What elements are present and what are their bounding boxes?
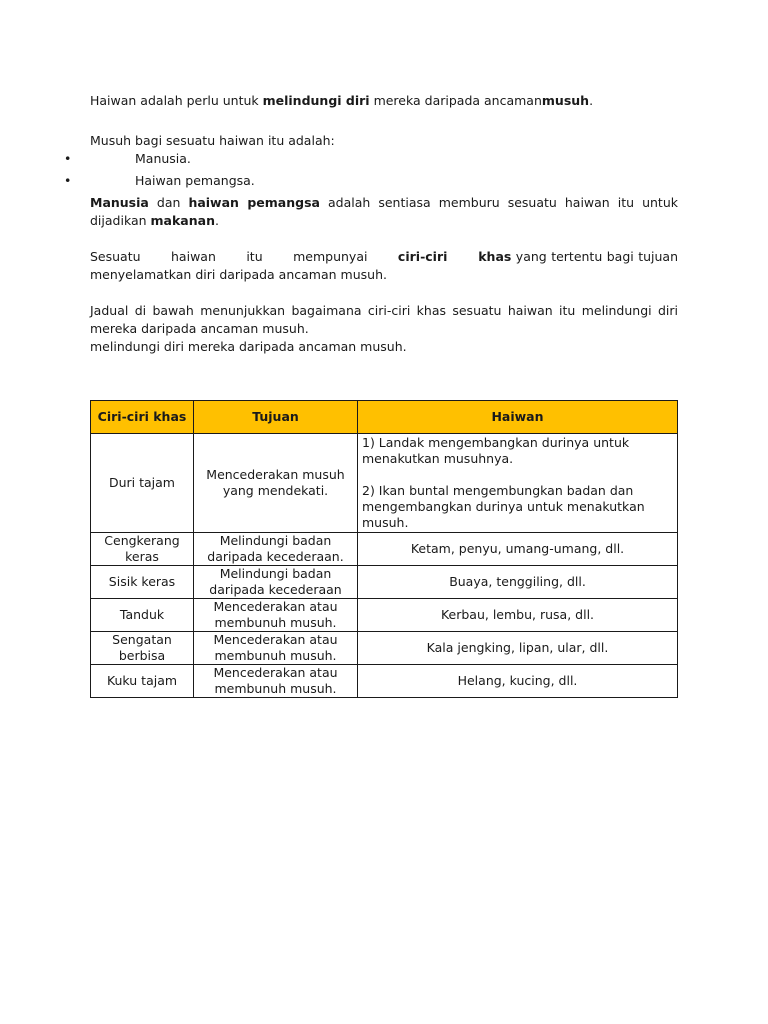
list-item-text: Haiwan pemangsa. — [135, 173, 255, 188]
header-ciri: Ciri-ciri khas — [91, 401, 194, 434]
table-row — [91, 566, 678, 599]
hunt-text: adalah sentiasa memburu sesuatu haiwan itu untuk dijadikan — [90, 195, 678, 228]
bullet-icon: • — [64, 173, 72, 188]
cell-tujuan: Mencederakan atau membunuh musuh. — [194, 632, 358, 665]
table-row — [91, 665, 678, 698]
table-header-row — [91, 401, 678, 434]
cell-haiwan-line2: 2) Ikan buntal mengembungkan badan dan mengembangkan durinya untuk menakutkan musuh. — [362, 483, 645, 530]
list-item — [64, 150, 678, 172]
table-intro-paragraph: Jadual di bawah menunjukkan bagaimana ciri-ciri khas sesuatu haiwan itu melindungi diri mereka daripada ancaman musuh. — [90, 303, 678, 336]
cell-haiwan: Buaya, tenggiling, dll. — [358, 566, 678, 599]
list-item-text: Manusia. — [135, 151, 191, 166]
cell-ciri: Tanduk — [91, 599, 194, 632]
cell-haiwan: Kala jengking, lipan, ular, dll. — [358, 632, 678, 665]
cell-haiwan-line1: 1) Landak mengembangkan durinya untuk menakutkan musuhnya. — [362, 435, 630, 466]
intro-text: Haiwan adalah perlu untuk — [90, 93, 263, 108]
cell-haiwan: Kerbau, lembu, rusa, dll. — [358, 599, 678, 632]
traits-bold: ciri-ciri khas — [397, 249, 512, 264]
table-row — [91, 599, 678, 632]
bullet-icon: • — [64, 151, 72, 166]
cell-tujuan: Mencederakan atau membunuh musuh. — [194, 599, 358, 632]
hunt-paragraph — [90, 194, 678, 230]
cell-haiwan — [358, 434, 678, 533]
hunt-text: dan — [148, 195, 189, 210]
cell-ciri: Kuku tajam — [91, 665, 194, 698]
cell-haiwan: Helang, kucing, dll. — [358, 665, 678, 698]
intro-bold-protect: melindungi diri — [262, 93, 370, 108]
cell-tujuan: Melindungi badan daripada kecederaan. — [194, 533, 358, 566]
table-row — [91, 434, 678, 533]
hunt-bold-food: makanan — [150, 213, 215, 228]
traits-text: yang tertentu bagi tujuan menyelamatkan diri daripada ancaman musuh. — [90, 249, 678, 282]
cell-ciri: Sisik keras — [91, 566, 194, 599]
intro-paragraph — [90, 92, 678, 110]
enemies-list — [64, 150, 678, 194]
cell-tujuan: Mencederakan atau membunuh musuh. — [194, 665, 358, 698]
hunt-bold-human: Manusia — [90, 195, 149, 210]
table-intro-repeat: melindungi diri mereka daripada ancaman musuh. — [90, 339, 407, 354]
cell-tujuan: Melindungi badan daripada kecederaan — [194, 566, 358, 599]
defense-table — [90, 400, 678, 698]
table-row — [91, 533, 678, 566]
document-body — [64, 92, 678, 356]
intro-text-middle: mereka daripada ancaman — [369, 93, 542, 108]
enemies-lead: Musuh bagi sesuatu haiwan itu adalah: — [90, 133, 335, 148]
cell-tujuan: Mencederakan musuh yang mendekati. — [194, 434, 358, 533]
hunt-period: . — [214, 213, 219, 228]
cell-haiwan: Ketam, penyu, umang-umang, dll. — [358, 533, 678, 566]
header-haiwan: Haiwan — [358, 401, 678, 434]
intro-bold-enemy: musuh — [541, 93, 590, 108]
cell-spacer — [362, 467, 673, 483]
cell-ciri: Sengatan berbisa — [91, 632, 194, 665]
cell-ciri: Duri tajam — [91, 434, 194, 533]
table-row — [91, 632, 678, 665]
cell-ciri: Cengkerang keras — [91, 533, 194, 566]
intro-period: . — [589, 93, 594, 108]
traits-paragraph — [90, 248, 678, 284]
traits-text: Sesuatu haiwan itu mempunyai — [90, 249, 398, 264]
header-tujuan: Tujuan — [194, 401, 358, 434]
hunt-bold-predator: haiwan pemangsa — [188, 195, 320, 210]
list-item — [64, 172, 678, 194]
